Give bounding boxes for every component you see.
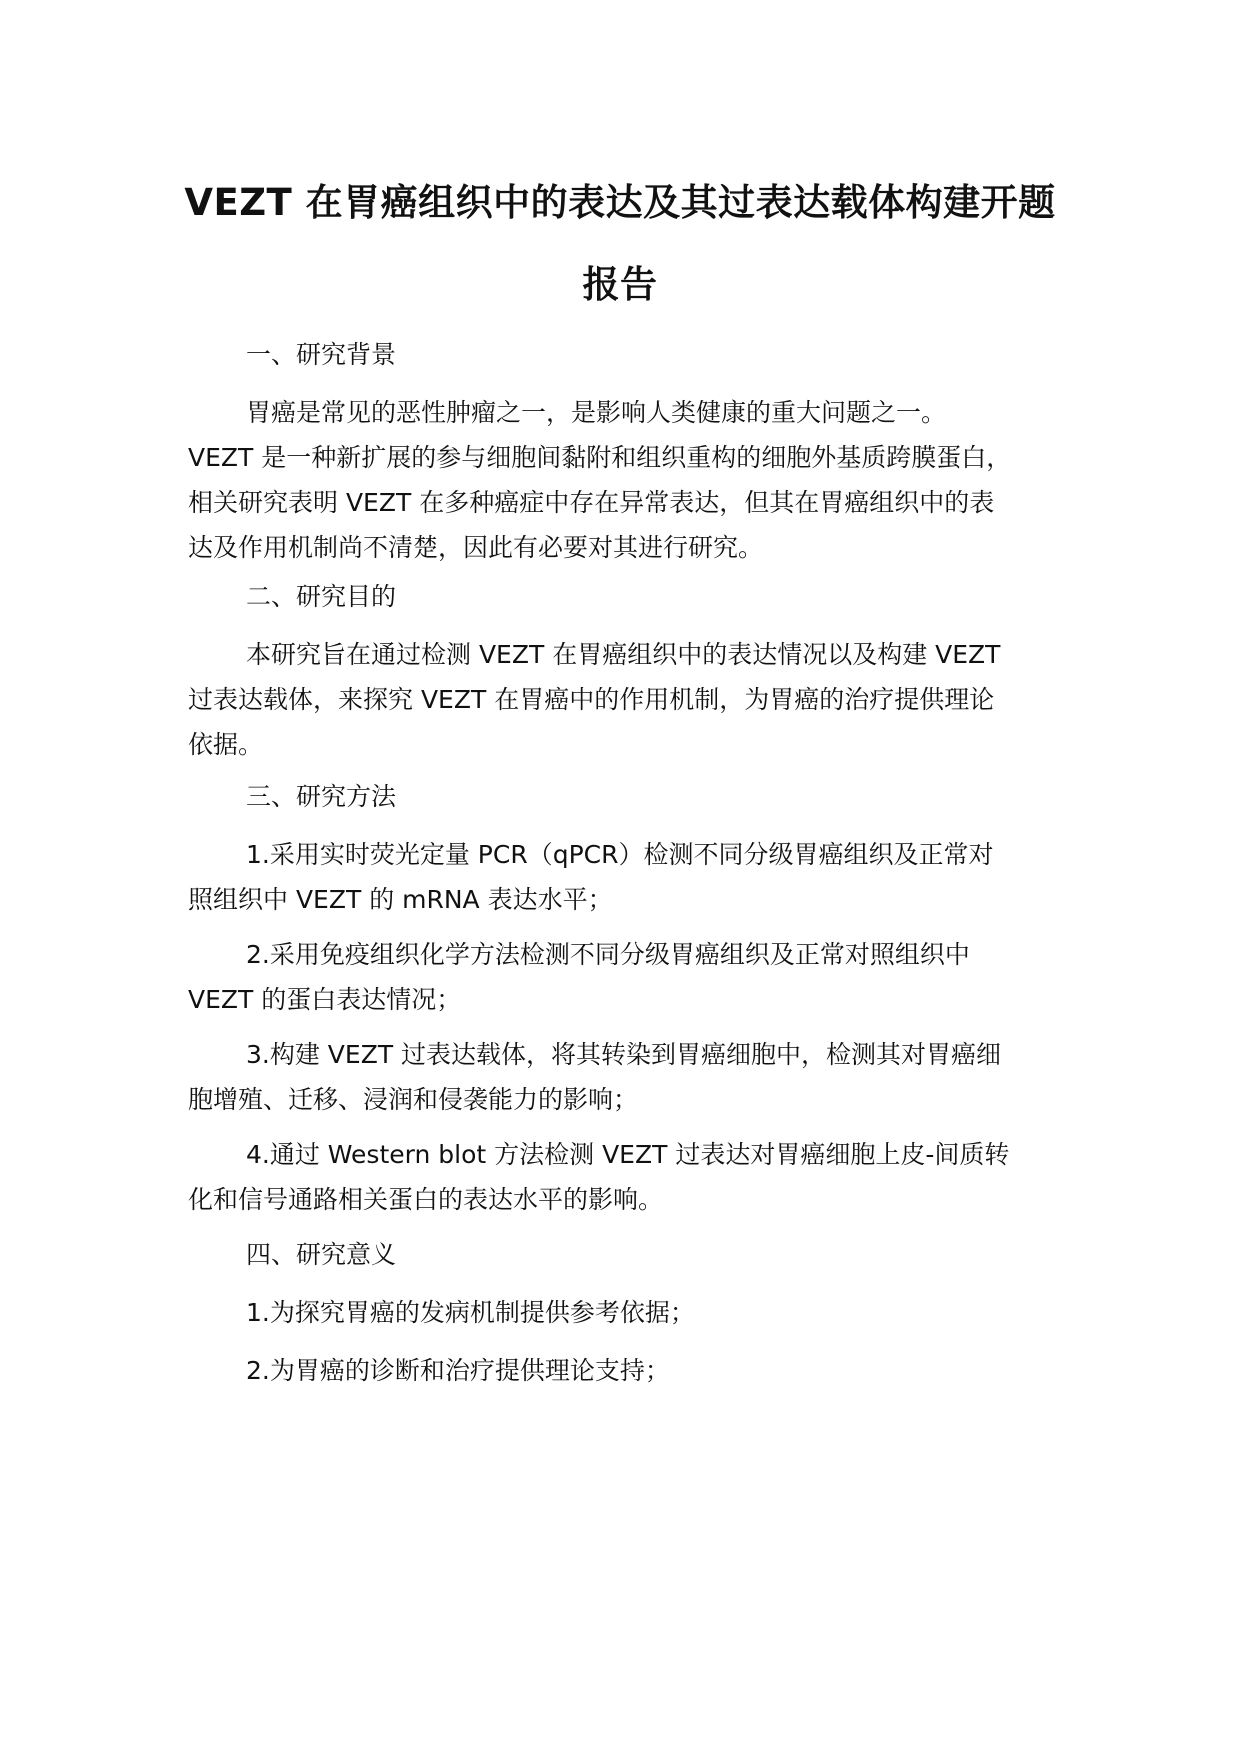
paragraph-line: 依据。 bbox=[188, 730, 264, 759]
method-item-3 bbox=[188, 1032, 1060, 1122]
section-heading-purpose bbox=[188, 574, 1060, 619]
section-heading: 四、研究意义 bbox=[246, 1240, 397, 1269]
document-title-line-1: VEZT 在胃癌组织中的表达及其过表达载体构建开题 bbox=[184, 181, 1056, 224]
paragraph-line: VEZT 的蛋白表达情况； bbox=[188, 985, 462, 1014]
section-heading-significance bbox=[188, 1232, 1060, 1277]
paragraph-line: 过表达载体，来探究 VEZT 在胃癌中的作用机制，为胃癌的治疗提供理论 bbox=[188, 685, 995, 714]
method-item-4 bbox=[188, 1132, 1060, 1222]
section-heading: 三、研究方法 bbox=[246, 782, 397, 811]
paragraph-line: 达及作用机制尚不清楚，因此有必要对其进行研究。 bbox=[188, 533, 764, 562]
section-heading-background bbox=[188, 332, 1060, 377]
paragraph-line: 胞增殖、迁移、浸润和侵袭能力的影响； bbox=[188, 1085, 639, 1114]
paragraph-line: 胃癌是常见的恶性肿瘤之一，是影响人类健康的重大问题之一。 bbox=[246, 398, 947, 427]
section-heading-methods bbox=[188, 774, 1060, 819]
paragraph-line: 照组织中 VEZT 的 mRNA 表达水平； bbox=[188, 885, 613, 914]
paragraph-line: 2.为胃癌的诊断和治疗提供理论支持； bbox=[246, 1356, 670, 1385]
paragraph-line: 相关研究表明 VEZT 在多种癌症中存在异常表达，但其在胃癌组织中的表 bbox=[188, 488, 995, 517]
paragraph-line: 1.为探究胃癌的发病机制提供参考依据； bbox=[246, 1298, 695, 1327]
method-item-1 bbox=[188, 832, 1060, 922]
method-item-2 bbox=[188, 932, 1060, 1022]
paragraph-line: 1.采用实时荧光定量 PCR（qPCR）检测不同分级胃癌组织及正常对 bbox=[246, 840, 994, 869]
paragraph-line: 本研究旨在通过检测 VEZT 在胃癌组织中的表达情况以及构建 VEZT bbox=[246, 640, 1001, 669]
section-paragraph-purpose bbox=[188, 632, 1060, 767]
document-title-line-2: 报告 bbox=[582, 263, 658, 306]
paragraph-line: 3.构建 VEZT 过表达载体，将其转染到胃癌细胞中，检测其对胃癌细 bbox=[246, 1040, 1002, 1069]
significance-item-2 bbox=[188, 1348, 1060, 1393]
paragraph-line: VEZT 是一种新扩展的参与细胞间黏附和组织重构的细胞外基质跨膜蛋白， bbox=[188, 443, 1012, 472]
paragraph-line: 4.通过 Western blot 方法检测 VEZT 过表达对胃癌细胞上皮-间质转 bbox=[246, 1140, 1010, 1169]
paragraph-line: 化和信号通路相关蛋白的表达水平的影响。 bbox=[188, 1185, 664, 1214]
paragraph-line: 2.采用免疫组织化学方法检测不同分级胃癌组织及正常对照组织中 bbox=[246, 940, 970, 969]
section-heading: 二、研究目的 bbox=[246, 582, 397, 611]
section-heading: 一、研究背景 bbox=[246, 340, 397, 369]
section-paragraph-background bbox=[188, 390, 1060, 570]
significance-item-1 bbox=[188, 1290, 1060, 1335]
